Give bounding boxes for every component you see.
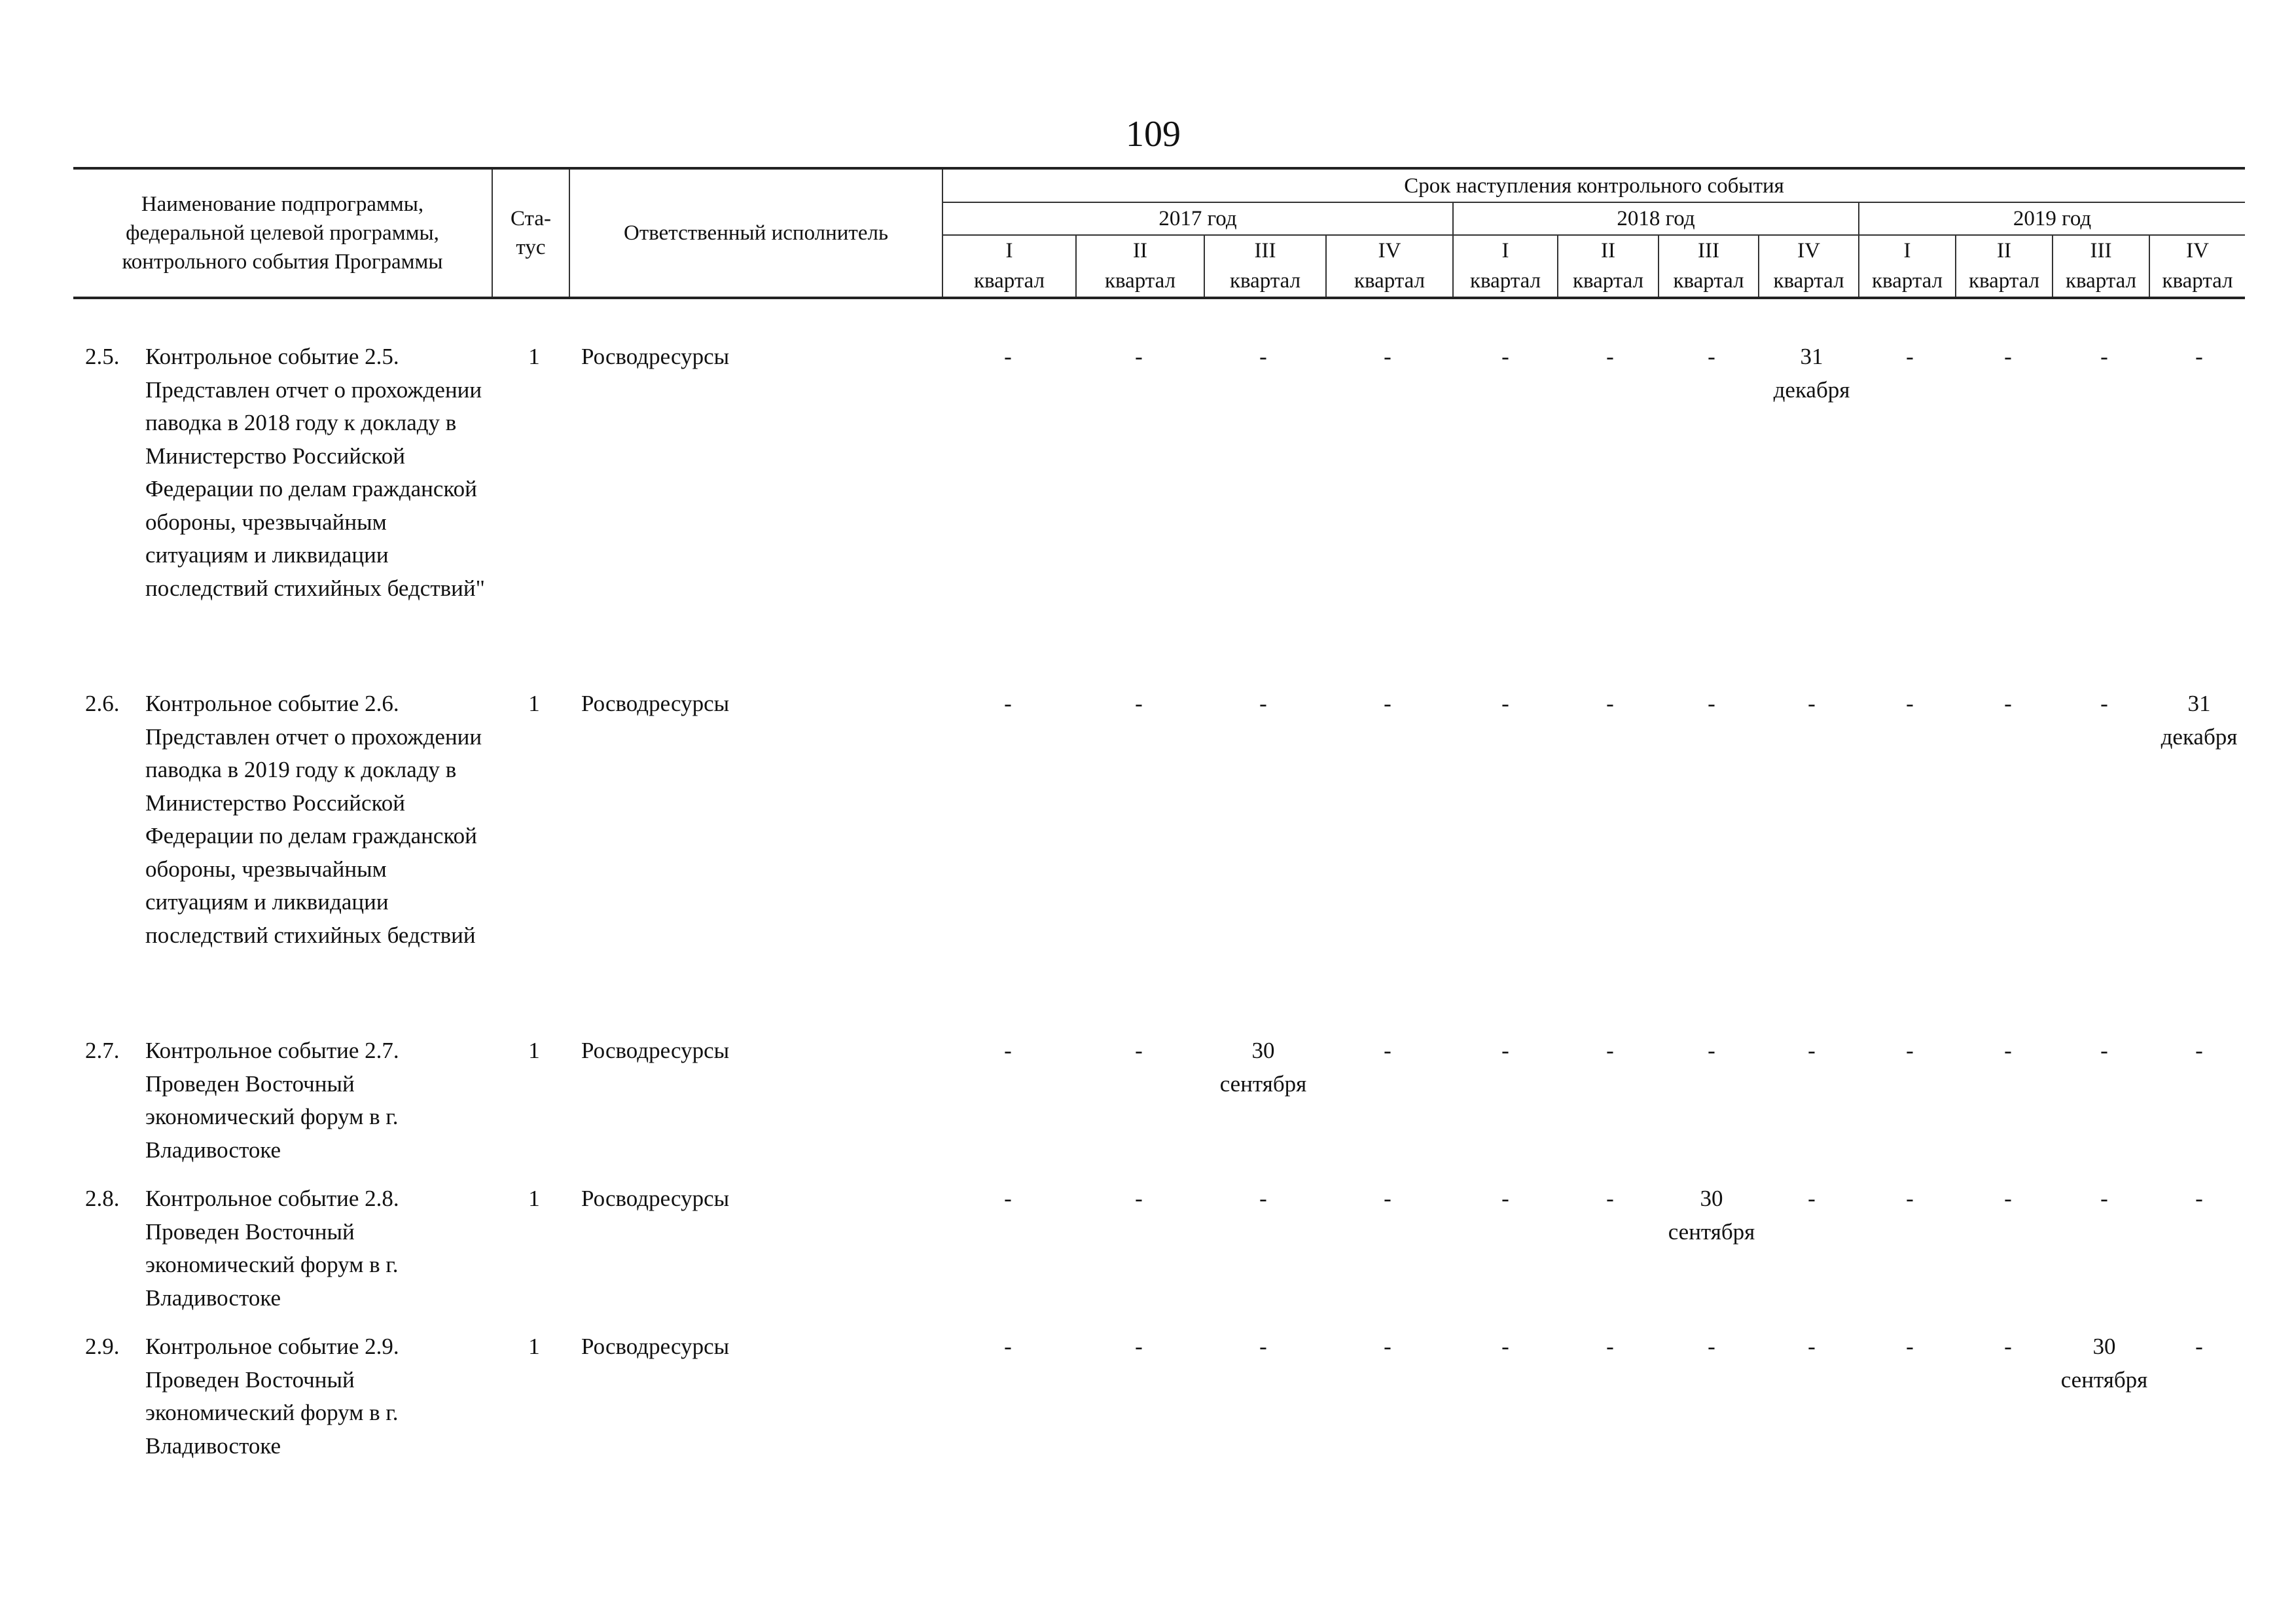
row-status: 1 [528,1186,540,1211]
header-quarter-numeral: IV [1326,235,1453,265]
header-quarter-numeral: I [1859,235,1956,265]
quarter-cell: - [1004,344,1012,369]
quarter-cell: - [1906,1334,1914,1359]
quarter-cell: - [1708,691,1715,716]
quarter-cell: - [1004,1038,1012,1063]
quarter-cell: 30 сентября [2060,1334,2148,1393]
quarter-cell: - [1259,691,1267,716]
header-quarter-word: квартал [1453,265,1558,298]
quarter-cell: - [1906,691,1914,716]
quarter-cell: - [2100,344,2108,369]
quarter-cell: - [2004,344,2012,369]
quarter-cell: - [1501,344,1509,369]
header-quarter-word: квартал [1859,265,1956,298]
header-quarter-word: квартал [1558,265,1659,298]
header-quarter-numeral: II [1076,235,1204,265]
quarter-cell: - [1808,691,1816,716]
row-number: 2.9. [85,1334,120,1359]
header-quarter-numeral: IV [1759,235,1859,265]
quarter-cell: - [2195,1038,2203,1063]
row-executor: Росводресурсы [581,344,730,369]
header-quarter-word: квартал [1076,265,1204,298]
row-number: 2.8. [85,1186,120,1211]
header-quarter-numeral: I [942,235,1076,265]
quarter-cell: 31 декабря [2161,691,2238,750]
quarter-cell: - [2195,344,2203,369]
quarter-cell: - [1606,1334,1614,1359]
quarter-cell: - [1708,1334,1715,1359]
row-event-name: Контрольное событие 2.8. Проведен Восточный экономический форум в г. Владивостоке [145,1186,399,1311]
quarter-cell: - [1259,1334,1267,1359]
header-quarter-word: квартал [2149,265,2245,298]
header-deadline: Срок наступления контрольного события [942,168,2245,202]
header-status: Ста-тус [492,168,569,298]
quarter-cell: - [1606,691,1614,716]
quarter-cell: - [2100,691,2108,716]
header-quarter-numeral: I [1453,235,1558,265]
quarter-cell: - [1004,1334,1012,1359]
quarter-cell: - [2004,1334,2012,1359]
quarter-cell: - [1708,1038,1715,1063]
quarter-cell: - [1501,1038,1509,1063]
header-name: Наименование подпрограммы, федеральной целевой программы, контрольного события Программы [73,168,492,298]
quarter-cell: - [1384,1334,1391,1359]
quarter-cell: - [1135,344,1143,369]
quarter-cell: - [1906,344,1914,369]
quarter-cell: - [1384,1186,1391,1211]
header-year-2018: 2018 год [1453,202,1859,235]
quarter-cell: - [1501,691,1509,716]
quarter-cell: 31 декабря [1773,344,1850,403]
header-quarter-word: квартал [942,265,1076,298]
quarter-cell: - [1708,344,1715,369]
header-quarter-numeral: III [1659,235,1759,265]
header-year-2019: 2019 год [1859,202,2245,235]
row-executor: Росводресурсы [581,691,730,716]
row-status: 1 [528,344,540,369]
quarter-cell: - [1606,344,1614,369]
quarter-cell: 30 сентября [1668,1186,1755,1245]
quarter-cell: - [2004,691,2012,716]
header-quarter-word: квартал [1759,265,1859,298]
header-executor: Ответственный исполнитель [569,168,942,298]
quarter-cell: - [1135,1186,1143,1211]
row-number: 2.5. [85,344,120,369]
quarter-cell: 30 сентября [1219,1038,1307,1097]
table-header [73,167,2245,299]
header-quarter-numeral: II [1558,235,1659,265]
row-event-name: Контрольное событие 2.7. Проведен Восточный экономический форум в г. Владивостоке [145,1038,399,1163]
quarter-cell: - [1384,691,1391,716]
quarter-cell: - [1135,1334,1143,1359]
quarter-cell: - [1606,1038,1614,1063]
quarter-cell: - [1906,1038,1914,1063]
quarter-cell: - [2100,1038,2108,1063]
quarter-cell: - [1808,1038,1816,1063]
quarter-cell: - [1808,1186,1816,1211]
header-quarter-word: квартал [1326,265,1453,298]
quarter-cell: - [1259,1186,1267,1211]
page-number: 109 [1126,114,1181,155]
row-executor: Росводресурсы [581,1334,730,1359]
row-number: 2.6. [85,691,120,716]
header-quarter-word: квартал [1956,265,2053,298]
header-quarter-numeral: II [1956,235,2053,265]
row-number: 2.7. [85,1038,120,1063]
quarter-cell: - [1384,344,1391,369]
row-executor: Росводресурсы [581,1186,730,1211]
row-event-name: Контрольное событие 2.5. Представлен отчет о прохождении паводка в 2018 году к докладу в Министерство Российской Федерации по делам гражданской обороны, чрезвычайным ситуациям и ликвидации последствий стихийных бедствий" [145,344,485,601]
quarter-cell: - [1004,1186,1012,1211]
header-year-2017: 2017 год [942,202,1453,235]
header-quarter-word: квартал [2053,265,2149,298]
header-quarter-numeral: III [1204,235,1326,265]
quarter-cell: - [1135,691,1143,716]
header-quarter-word: квартал [1204,265,1326,298]
row-status: 1 [528,1038,540,1063]
quarter-cell: - [1606,1186,1614,1211]
quarter-cell: - [2195,1186,2203,1211]
quarter-cell: - [1259,344,1267,369]
row-event-name: Контрольное событие 2.6. Представлен отчет о прохождении паводка в 2019 году к докладу в Министерство Российской Федерации по делам гражданской обороны, чрезвычайным ситуациям и ликвидации последствий стихийных бедствий [145,691,482,948]
row-status: 1 [528,691,540,716]
row-status: 1 [528,1334,540,1359]
header-quarter-numeral: IV [2149,235,2245,265]
row-event-name: Контрольное событие 2.9. Проведен Восточный экономический форум в г. Владивостоке [145,1334,399,1459]
quarter-cell: - [1384,1038,1391,1063]
quarter-cell: - [1501,1186,1509,1211]
quarter-cell: - [2004,1186,2012,1211]
header-quarter-numeral: III [2053,235,2149,265]
quarter-cell: - [2004,1038,2012,1063]
quarter-cell: - [1906,1186,1914,1211]
quarter-cell: - [2100,1186,2108,1211]
quarter-cell: - [1135,1038,1143,1063]
row-executor: Росводресурсы [581,1038,730,1063]
quarter-cell: - [1808,1334,1816,1359]
header-quarter-word: квартал [1659,265,1759,298]
quarter-cell: - [1501,1334,1509,1359]
quarter-cell: - [2195,1334,2203,1359]
quarter-cell: - [1004,691,1012,716]
